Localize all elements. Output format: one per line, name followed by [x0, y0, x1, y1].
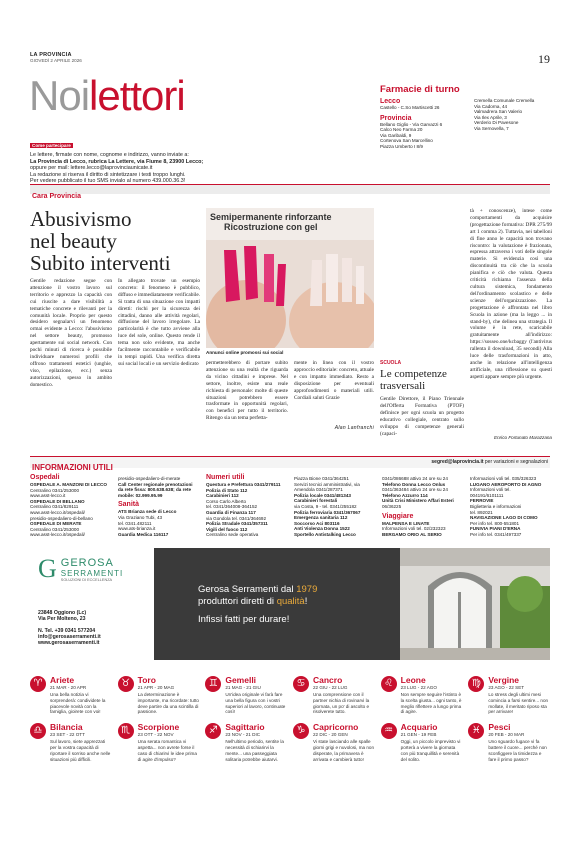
info-item: www.asst-lecco.it/ospedali/ [30, 509, 85, 515]
info-item: Amendola 0341/287371 [294, 487, 343, 493]
zodiac-icon: ♏ [118, 723, 134, 739]
article2-headline [380, 368, 464, 392]
article-photo [206, 208, 374, 348]
pharmacy-item: Via Cadorna, 44 [474, 103, 508, 109]
info-bar [30, 456, 550, 472]
contact-line: Per vedere pubblicato il tuo SMS invialo al numero 439.000.36.3! [30, 178, 186, 185]
zodiac-dates: 23 SET - 22 OTT [50, 732, 85, 738]
zodiac-name: Acquario [400, 722, 438, 733]
issue-date: GIOVEDÌ 2 APRILE 2026 [30, 58, 82, 63]
zodiac-icon: ♒ [381, 723, 397, 739]
info-item: Emergenza sanitaria 112 [294, 515, 348, 521]
info-col-numbers [206, 474, 290, 538]
pharmacy-title: Farmacie di turno [380, 84, 460, 95]
zodiac-text: Sul lavoro, siete apprezzati per la vostra capacità di riportare il sorriso anche nelle situazioni più difficili. [50, 739, 111, 762]
info-item: Centralino sede operativa [206, 532, 259, 538]
info-item: Polizia di Stato 112 [206, 487, 248, 493]
zodiac-dates: 23 AGO - 22 SET [488, 685, 525, 690]
zodiac-name: Ariete [50, 675, 75, 685]
ad-address: 23848 Oggiono (Lc) [38, 610, 87, 616]
zodiac-text: La determinazione è importante, ma ricordate: tutto deve partire da una scintilla di passione. [137, 692, 199, 715]
headline-line: trasversali [380, 380, 426, 392]
info-item: Corso Carlo Alberto [206, 498, 247, 504]
info-item: Centralino 0341/253000 [30, 487, 80, 493]
info-title: INFORMAZIONI UTILI [32, 463, 113, 472]
article2-col: Gentile Direttore, il Piano Triennale dell'Offerta Formativa (PTOF) definisce per ogni scuola un progetto educativo collegiale, centrato sullo sviluppo di competenze generali (capaci- [380, 396, 464, 437]
info-item: Carabinieri forestali [294, 498, 338, 504]
ad-quality: qualità [276, 596, 305, 607]
zodiac-text: Non sempre seguire l'istinto è la scelta giusta... ogni tanto, è meglio riflettere a lungo prima di agire. [400, 692, 462, 715]
zodiac-icon: ♊ [205, 676, 221, 692]
zodiac-name: Leone [400, 675, 426, 685]
zodiac-icon: ♉ [118, 676, 134, 692]
info-head: Viaggiare [382, 512, 414, 520]
zodiac-text: Oggi, un piccolo imprevisto vi porterà a vivere la giornata con più tranquillità e serenità del solito. [400, 739, 461, 762]
info-item: OSPEDALE DI BELLANO [30, 498, 85, 504]
zodiac-icon: ♌ [381, 676, 397, 692]
info-item: Call Center regionale prenotazioni [118, 481, 193, 487]
zodiac-dates: 21 MAR - 20 APR [50, 685, 87, 690]
info-item: www.ats-brianza.it [118, 526, 156, 532]
article1-col: Gentile redazione segue con attenzione il vostro lavoro sul territorio e apprezzo la capacità con cui riuscite a dare visibilità a tematiche concrete e rilevanti per la comunità locale. Proprio per questo desidero segnalarvi un fenomeno ormai evidente a Lecco: l'abusivismo nel settore beauty, promosso apertamente sui social network. Con pochi minuti di ricerca è possibile individuare numerosi profili che offrono trattamenti estetici (unghie, viso, epilazione, ecc.) senza autorizzazioni, spesso in ambito domestico. [30, 278, 112, 388]
info-item: Biglietteria e informazioni [470, 503, 522, 509]
contact-email[interactable]: oppure per mail: lettere.lecco@laprovinciaunicate.it [30, 165, 153, 172]
info-item: LUGANO AEROPORTO DI AGNO [470, 481, 542, 487]
horoscope-item [293, 723, 375, 762]
info-item: Via Graziano Tubi, 43 [118, 514, 163, 520]
info-head: Sanità [118, 501, 140, 509]
zodiac-text: Uno sguardo fugace vi fa battere il cuore... perché non sconfiggere la timidezza e fare il primo passo? [488, 739, 547, 762]
info-col-transport [470, 476, 552, 538]
zodiac-dates: 21 GEN - 19 FEB [400, 732, 437, 738]
info-item: www.asst-lecco.it/ospedali/ [30, 532, 85, 538]
info-item: Anti Violenza Donna 1522 [294, 526, 350, 532]
info-item: tel. 0341.482111 [118, 520, 152, 526]
info-item: Soccorso Aci 803116 [294, 520, 340, 526]
ad-address: Via Per Molteno, 23 [38, 616, 86, 622]
pharmacy-item: Verderio Di Pavesone [474, 120, 519, 126]
zodiac-icon: ♎ [30, 723, 46, 739]
zodiac-dates: 20 FEB - 20 MAR [488, 732, 525, 738]
pharmacy-item: Piazza Umberto I 8/9 [380, 143, 423, 149]
info-item: OSPEDALE A. MANZONI DI LECCO [30, 482, 107, 487]
title-lettori: lettori [89, 72, 185, 119]
zodiac-dates: 22 GIU - 22 LUG [312, 685, 348, 690]
title-noi: Noi [29, 72, 90, 119]
horoscope-item [468, 723, 550, 762]
article2-col: tà + conoscenze), intese come comportamenti da acquisire (progettazione formativa: DPR 275/99 art 1 comma 2). Tuttavia, nei tabelloni di fine anno le capacità non trovano riscontro: la valutazione è frazionata, espressa attraverso i voti delle singole materie. Si evidenzia così una discontinuità tra ciò che la scuola pianifica e ciò che valuta. Questa criticità richiama l'assenza della cultura sistemica, fondamento dell'ordinamento scolastico e delle scienze dell'organizzazione. La progettazione è affrontata nel libro Scuola in azione (ma la leggo ... in stand-by), che delinea una strategia. Il volume è in rete, scaricabile gratuitamente all'indirizzo: https://sosseo.one/kcbaggy (l'antivirus rallenta il download, 35 secondi) Alla luce delle trasformazioni in atto, anche in relazione all'intelligenza artificiale, una riflessione su questi aspetti appare sempre più urgente. [470, 208, 552, 380]
zodiac-icon: ♋ [293, 676, 309, 692]
zodiac-dates: 23 LUG - 22 AGO [400, 685, 437, 690]
info-item: Guardia Medica 116117 [118, 531, 169, 537]
horoscope-item [381, 676, 463, 715]
zodiac-name: Cancro [312, 675, 343, 685]
ad-phone[interactable]: N. Tel. +39 0341 577204 [38, 628, 96, 634]
info-item: Questura e Prefettura 0341/279111 [206, 482, 281, 487]
info-item: Piazza Bione 0341/364251 [294, 476, 349, 481]
zodiac-name: Gemelli [225, 675, 257, 685]
info-item: www.asst-lecco.it [30, 493, 66, 499]
horoscope-item [118, 723, 200, 762]
info-item: Informazioni voli tel. [470, 487, 511, 493]
zodiac-icon: ♓ [468, 723, 484, 739]
zodiac-name: Bilancia [50, 722, 83, 733]
photo-line: Ricostruzione con gel [224, 222, 318, 232]
info-item: MALPENSA E LINATE [382, 520, 430, 526]
contact-line: La redazione si riserva il diritto di sintetizzare i testi troppo lunghi. [30, 171, 186, 178]
zodiac-name: Pesci [488, 722, 511, 733]
advertisement[interactable] [30, 548, 550, 660]
zodiac-icon: ♑ [293, 723, 309, 739]
pharmacy-item: Cortenova San Marcellino [380, 138, 433, 144]
photo-caption: Annunci online promossi sui social [206, 350, 284, 355]
masthead [30, 52, 82, 63]
horoscope-item [468, 676, 550, 715]
horoscope-item [30, 723, 112, 762]
horoscope-item [205, 723, 287, 762]
info-item: Telefono Donna Lecco Onlus [382, 481, 446, 487]
horoscope-item [205, 676, 287, 715]
info-item: Centralino 0341/253000 [30, 526, 80, 532]
article-headline [30, 208, 200, 274]
pharmacy-item: Via Garibaldi, 9 [380, 132, 412, 138]
info-item: FERROVIE [470, 498, 494, 504]
info-item: da rete fissa: 800.638.638; da rete [118, 487, 192, 493]
zodiac-icon: ♈ [30, 676, 46, 692]
info-item: 06/36225 [382, 503, 402, 509]
headline-line: Abusivismo [30, 207, 132, 231]
info-item: via Costa, 9 - tel. 0341/255182 [294, 503, 357, 509]
door-illustration [400, 548, 550, 660]
info-head: Ospedali [30, 474, 60, 481]
pharmacy-item: Via Ilex Aprile, 3 [474, 114, 507, 120]
info-item: FUNIVIA PIANI D'ERNA [470, 526, 521, 532]
info-item: tel. 0341/364008-364152 [206, 504, 258, 510]
info-item: mobile: 02.999.95.99 [118, 492, 163, 498]
zodiac-dates: 23 NOV - 21 DIC [225, 732, 261, 738]
info-item: tel. 892021 [470, 509, 493, 515]
article1-col: permetterebbero di portare subito attenzione su una realtà che riguarda da vicino cittadini e imprese. Nel settore, inoltre, esiste una reale richiesta di personale: molte di queste situazioni potrebbero essere trasformate in opportunità regolari, con benefici per tutto il territorio. Ritengo sia un tema perfetta- [206, 360, 288, 422]
ad-headline-a: Gerosa Serramenti dal [198, 584, 297, 595]
info-item: via Gondola tel. 0341/364692 [206, 515, 267, 521]
zodiac-dates: 21 APR - 20 MAG [137, 685, 175, 690]
pharmacy-item: Cremella Comunale Cremella [474, 98, 535, 103]
ad-email[interactable]: info@gerosaserramenti.it [38, 634, 101, 640]
info-item: 0341/363484 attivo 24 ore su 24 [382, 487, 448, 493]
info-item: Unità Crisi Ministero Affari Esteri [382, 498, 454, 504]
photo-line: Semipermanente rinforzante [210, 212, 332, 222]
zodiac-dates: 22 DIC - 20 GEN [312, 732, 348, 738]
pharmacy-item: Valmadrera San Valerio [474, 109, 523, 115]
zodiac-text: Vi state lasciando alle spalle giorni grigi e nuvolosi, ma non disperate, la primavera è arrivata e cambierà tutto! [312, 739, 375, 762]
pharmacy-item: Via Sernovella, 7 [474, 125, 509, 131]
page-title [29, 74, 185, 118]
zodiac-name: Scorpione [137, 722, 180, 733]
zodiac-text: Un'idea originale vi farà fare una bella figura con i vostri superiori al lavoro, continuate così! [225, 692, 286, 715]
info-item: OSPEDALE DI MERATE [30, 521, 82, 527]
info-item: Per info tel. 0341/497337 [470, 531, 522, 537]
info-email[interactable]: segred@laprovincia.it [431, 459, 484, 465]
info-head: Numeri utili [206, 474, 245, 481]
zodiac-name: Capricorno [312, 722, 359, 733]
info-item: BERGAMO ORIO AL SERIO [382, 531, 442, 537]
info-col-emergency [294, 476, 378, 538]
zodiac-text: Nell'ultimo periodo, sentite la necessità di schiarirvi la mente... una passeggiata solitaria potrebbe aiutarvi. [225, 739, 284, 762]
info-item: ATS Brianza sede di Lecco [118, 509, 177, 515]
ad-slogan: Infissi fatti per durare! [198, 614, 290, 625]
contact-box [30, 134, 330, 192]
article1-signature: Alan Lanfranchi [334, 425, 374, 431]
contact-line: La Provincia di Lecco, rubrica La Lettere, via Fiume 8, 23900 Lecco; [30, 158, 204, 165]
info-email-suffix: per variazioni e segnalazioni [484, 459, 548, 465]
page-number: 19 [538, 52, 550, 66]
info-item: presidio-ospedaliero-di-bellano [30, 515, 93, 521]
zodiac-icon: ♐ [205, 723, 221, 739]
section-label: Cara Provincia [32, 193, 82, 200]
ad-year: 1979 [296, 584, 318, 595]
horoscope-item [381, 723, 463, 762]
info-item: Sportello Antistalking Lecco [294, 531, 356, 537]
zodiac-dates: 21 MAG - 21 GIU [225, 685, 261, 690]
headline-line: Le competenze [380, 368, 447, 380]
pharmacy-item: Castello - C.So Martiscetti 26 [380, 105, 440, 110]
pharmacy-item: Bellano Giglio - Via Garvazzi 6 [380, 121, 443, 127]
pharmacy-provincia-head: Provincia [380, 114, 412, 122]
zodiac-text: Una comprensione con il partner nichia di rovinarvi la giornata, un po' di ascolto e risolverete tutto. [312, 692, 370, 715]
zodiac-name: Vergine [488, 675, 520, 685]
ad-web[interactable]: www.gerosaserramenti.it [38, 640, 100, 646]
ad-tagline: SOLUZIONI DI ECCELLENZA [60, 577, 113, 582]
ad-logo-panel [30, 548, 154, 660]
ad-brand: GEROSA [60, 556, 114, 569]
brand-label: LA PROVINCIA [30, 52, 72, 58]
zodiac-dates: 23 OTT - 22 NOV [137, 732, 174, 738]
info-item: Per info tel. 800-551801 [470, 520, 520, 526]
info-item: Polizia ferroviaria 0341/367067 [294, 509, 361, 515]
zodiac-text: Lo stress degli ultimi mesi comincia a farsi sentire... non mollate, il meritato riposo sta per arrivare! [488, 692, 549, 715]
zodiac-text: Una serata romantica vi aspetta... non avrete forse il caso di chiarirvi le idee prima di agire d'impulso? [137, 739, 197, 762]
info-item: 0341/086688 attivo 24 ore su 24 [382, 476, 448, 481]
info-item: 004191/6101111 [470, 492, 504, 498]
horoscope-item [30, 676, 112, 715]
info-item: Servizi tecnici amministrativi, via [294, 481, 360, 487]
info-item: Vigili del fuoco 112 [206, 526, 248, 532]
info-item: Telefono Azzurro 114 [382, 492, 428, 498]
contact-head: Come partecipare [32, 143, 71, 148]
info-col-travel [382, 476, 466, 537]
headline-line: nel beauty [30, 229, 117, 253]
pharmacy-item: Calco Neo Farma 20 [380, 127, 423, 133]
info-item: presidio-ospedaliero-di-merate [118, 476, 181, 481]
info-item: Polizia Stradale 0341/357311 [206, 521, 268, 527]
zodiac-icon: ♍ [468, 676, 484, 692]
article2-kicker: SCUOLA [380, 360, 402, 366]
horoscope-item [293, 676, 375, 715]
zodiac-name: Sagittario [225, 722, 265, 733]
gerosa-logo-icon: G [38, 554, 57, 583]
nails-illustration [206, 240, 374, 348]
info-item: Carabinieri 112 [206, 493, 239, 499]
info-item: Informazioni voli tel. 035/326323 [470, 476, 537, 481]
info-item: Polizia locale 0341/481343 [294, 492, 351, 498]
info-col-hospitals [30, 474, 114, 538]
info-item: NAVIGAZIONE LAGO DI COMO [470, 515, 538, 521]
article2-signature: Enrico Fortunato Marazzana [494, 435, 552, 440]
ad-headline: Gerosa Serramenti dal 1979 produttori diretti di qualità! [198, 584, 318, 607]
info-item: Centralino 0341/829111 [30, 504, 79, 510]
info-col-health [118, 476, 202, 537]
zodiac-name: Toro [137, 675, 156, 685]
article1-col: mente in linea con il vostro approccio editoriale: concreto, attuale e con impatto immediato. Resto a disposizione per eventuali approfondimenti o materiali utili. Cordiali saluti Grazie [294, 360, 375, 401]
contact-line: Le lettere, firmate con nome, cognome e indirizzo, vanno inviate a: [30, 152, 189, 158]
pharmacy-box [380, 84, 550, 150]
ad-headline-b: produttori diretti di [198, 596, 277, 607]
info-item: Informazioni voli tel. 02/232323 [382, 526, 446, 532]
zodiac-text: Una bella notizia vi sorprenderà: condividete la piacevole novità con la famiglia, gioirete con voi! [50, 692, 106, 715]
horoscope-grid [30, 676, 550, 762]
headline-line: Subito interventi [30, 251, 171, 275]
horoscope-item [118, 676, 200, 715]
info-item: Guardia di Finanza 117 [206, 509, 256, 515]
article1-col: In allegato trovate un esempio concreto: il fenomeno è pubblico, diffuso e immediatamente verificabile. Si tratta di una situazione con impatti diretti: rischi per la sicurezza dei cittadini, danno alle attività regolari, diffusione del lavoro irregolare. La particolarità è che tutto avviene alla luce del sole, online. Questo rende il tema non solo evidente, ma anche facilmente raccontabile e verificabile in tempi rapidi. Una verifica diretta sui social locali e un servizio dedicato [118, 278, 200, 367]
section-bar [30, 184, 550, 200]
pharmacy-lecco-head: Lecco [380, 98, 401, 105]
ad-brand2: SERRAMENTI [60, 568, 124, 578]
